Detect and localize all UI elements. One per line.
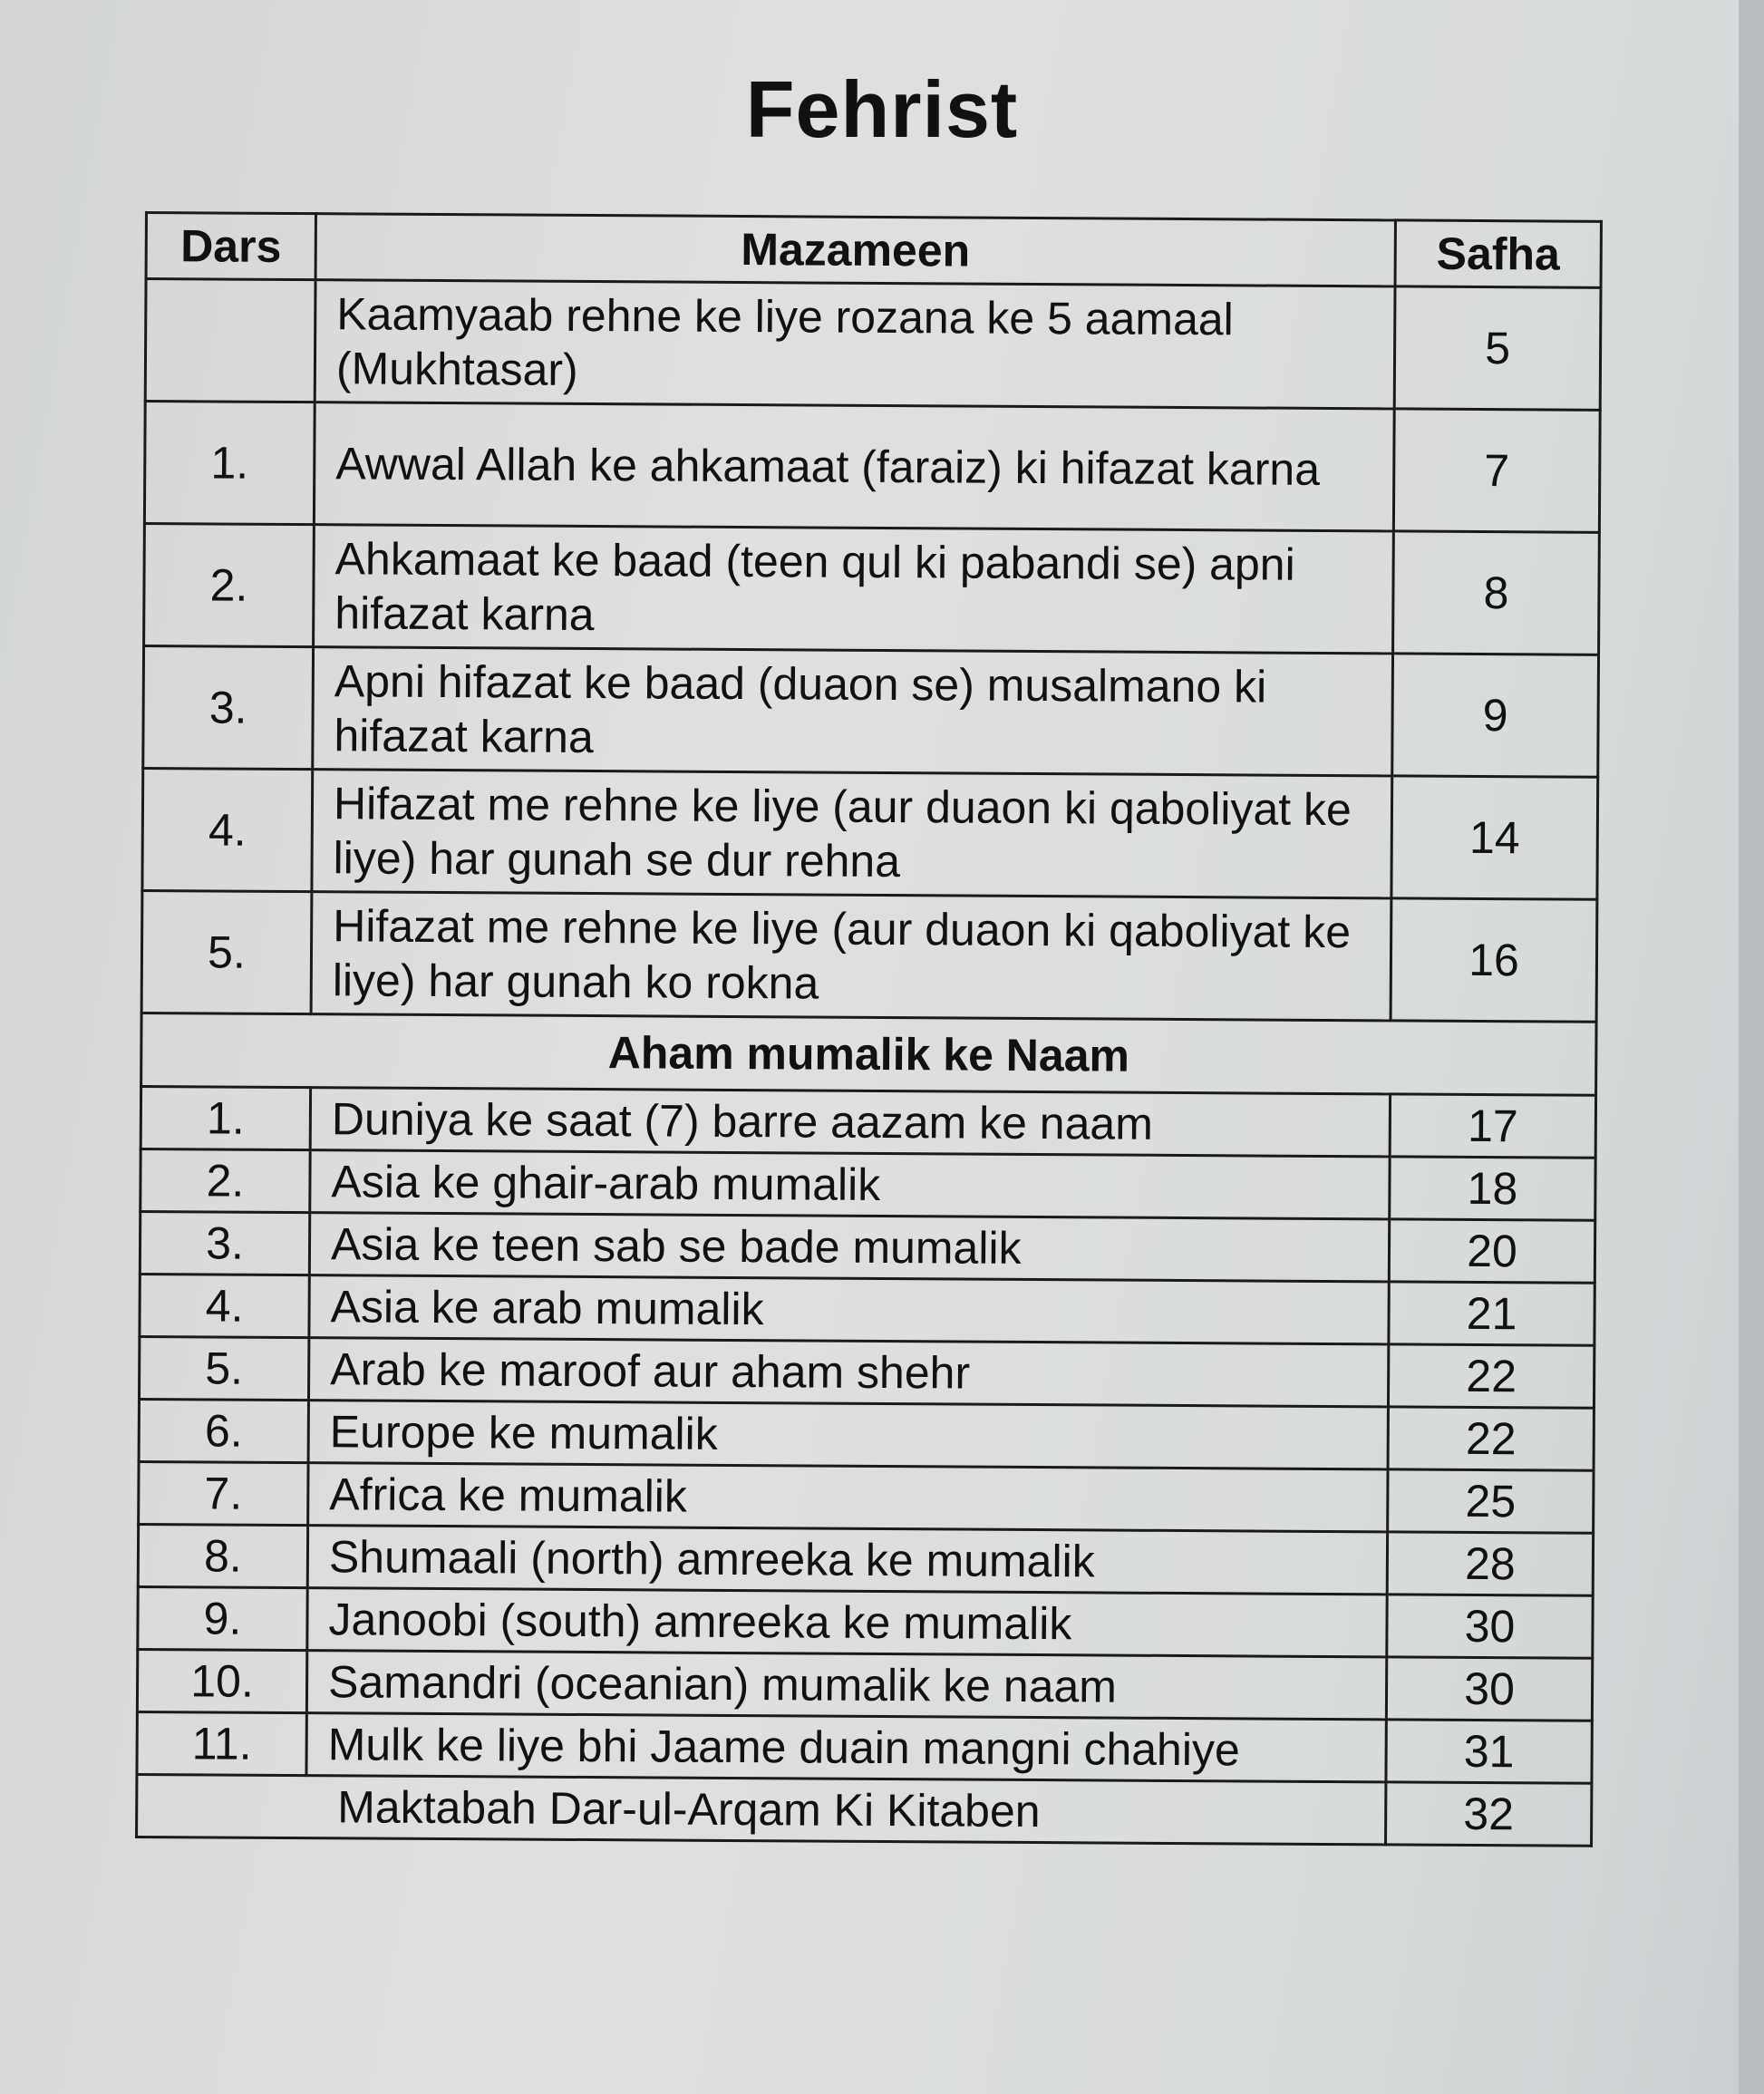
row-topic: Africa ke mumalik (308, 1463, 1388, 1532)
row-number: 1. (141, 1086, 310, 1149)
row-page: 20 (1389, 1219, 1594, 1283)
section-title: Aham mumalik ke Naam (141, 1013, 1596, 1095)
table-row (139, 1399, 1594, 1470)
table-row (140, 1211, 1594, 1283)
row-page: 30 (1386, 1657, 1592, 1721)
row-topic: Europe ke mumalik (308, 1401, 1388, 1469)
row-page: 25 (1388, 1469, 1594, 1533)
table-row (145, 279, 1601, 411)
row-page: 18 (1390, 1157, 1595, 1220)
header-safha: Safha (1395, 220, 1601, 287)
row-topic: Duniya ke saat (7) barre aazam ke naam (310, 1088, 1390, 1157)
table-row (137, 1649, 1592, 1721)
row-topic: Asia ke teen sab se bade mumalik (309, 1213, 1389, 1282)
row-topic: Ahkamaat ke baad (teen qul ki pabandi se) apni hifazat karna (314, 525, 1394, 654)
row-topic: Asia ke arab mumalik (309, 1275, 1389, 1344)
footer-row (137, 1774, 1592, 1846)
row-number: 10. (137, 1649, 306, 1712)
table-row (138, 1524, 1593, 1595)
row-number: 7. (139, 1461, 308, 1525)
row-number (145, 279, 315, 402)
row-number: 4. (142, 768, 313, 891)
row-page: 14 (1391, 776, 1598, 899)
row-page: 5 (1394, 286, 1601, 410)
row-number: 9. (138, 1586, 307, 1650)
header-dars: Dars (146, 213, 315, 280)
row-number: 2. (141, 1149, 310, 1212)
section-row (141, 1013, 1596, 1095)
table-row (137, 1711, 1592, 1783)
table-row (143, 646, 1599, 778)
row-page: 8 (1393, 531, 1600, 654)
page-edge (1739, 0, 1764, 2094)
table-row (144, 524, 1600, 655)
row-topic: Arab ke maroof aur aham shehr (308, 1338, 1388, 1407)
row-number: 4. (140, 1274, 309, 1337)
row-number: 5. (141, 890, 312, 1013)
table-row (139, 1461, 1594, 1533)
row-number: 6. (139, 1399, 308, 1462)
header-mazameen: Mazameen (315, 214, 1395, 286)
row-topic: Hifazat me rehne ke liye (aur duaon ki qaboliyat ke liye) har gunah ko rokna (311, 892, 1391, 1021)
row-page: 28 (1387, 1532, 1593, 1595)
row-page: 16 (1391, 898, 1597, 1022)
row-number: 3. (140, 1211, 309, 1275)
table-row (141, 1149, 1595, 1220)
row-number: 3. (143, 646, 314, 770)
row-topic: Mulk ke liye bhi Jaame duain mangni chahiye (306, 1713, 1386, 1782)
row-topic: Shumaali (north) amreeka ke mumalik (307, 1526, 1387, 1595)
row-page: 7 (1393, 409, 1600, 532)
row-page: 22 (1388, 1407, 1594, 1470)
row-topic: Awwal Allah ke ahkamaat (faraiz) ki hifazat karna (314, 402, 1394, 531)
table-row (139, 1336, 1594, 1408)
row-page: 30 (1387, 1595, 1593, 1658)
row-page: 22 (1388, 1344, 1594, 1408)
row-page: 9 (1392, 654, 1599, 777)
row-topic: Janoobi (south) amreeka ke mumalik (307, 1588, 1387, 1657)
table-row (138, 1586, 1593, 1658)
row-page: 21 (1389, 1282, 1594, 1345)
row-topic: Samandri (oceanian) mumalik ke naam (306, 1651, 1386, 1720)
row-page: 31 (1386, 1720, 1592, 1783)
row-topic: Kaamyaab rehne ke liye rozana ke 5 aamaal (Mukhtasar) (315, 280, 1395, 409)
row-topic: Asia ke ghair-arab mumalik (310, 1150, 1390, 1219)
table-row (144, 402, 1600, 533)
row-number: 11. (137, 1711, 306, 1775)
footer-page: 32 (1386, 1782, 1592, 1846)
row-number: 8. (138, 1524, 307, 1587)
row-number: 5. (139, 1336, 308, 1400)
row-page: 17 (1390, 1094, 1595, 1158)
row-topic: Hifazat me rehne ke liye (aur duaon ki qaboliyat ke liye) har gunah se dur rehna (312, 770, 1392, 898)
table-row (140, 1274, 1594, 1345)
row-number: 2. (144, 524, 315, 647)
table-row (141, 1086, 1595, 1158)
page-title: Fehrist (745, 64, 1019, 154)
header-row (146, 213, 1601, 288)
row-topic: Apni hifazat ke baad (duaon se) musalmano ki hifazat karna (313, 647, 1393, 776)
contents-table (135, 211, 1603, 1847)
footer-topic: Maktabah Dar-ul-Arqam Ki Kitaben (137, 1774, 1386, 1844)
table-row (141, 890, 1597, 1022)
table-row (142, 768, 1598, 899)
row-number: 1. (144, 402, 315, 525)
